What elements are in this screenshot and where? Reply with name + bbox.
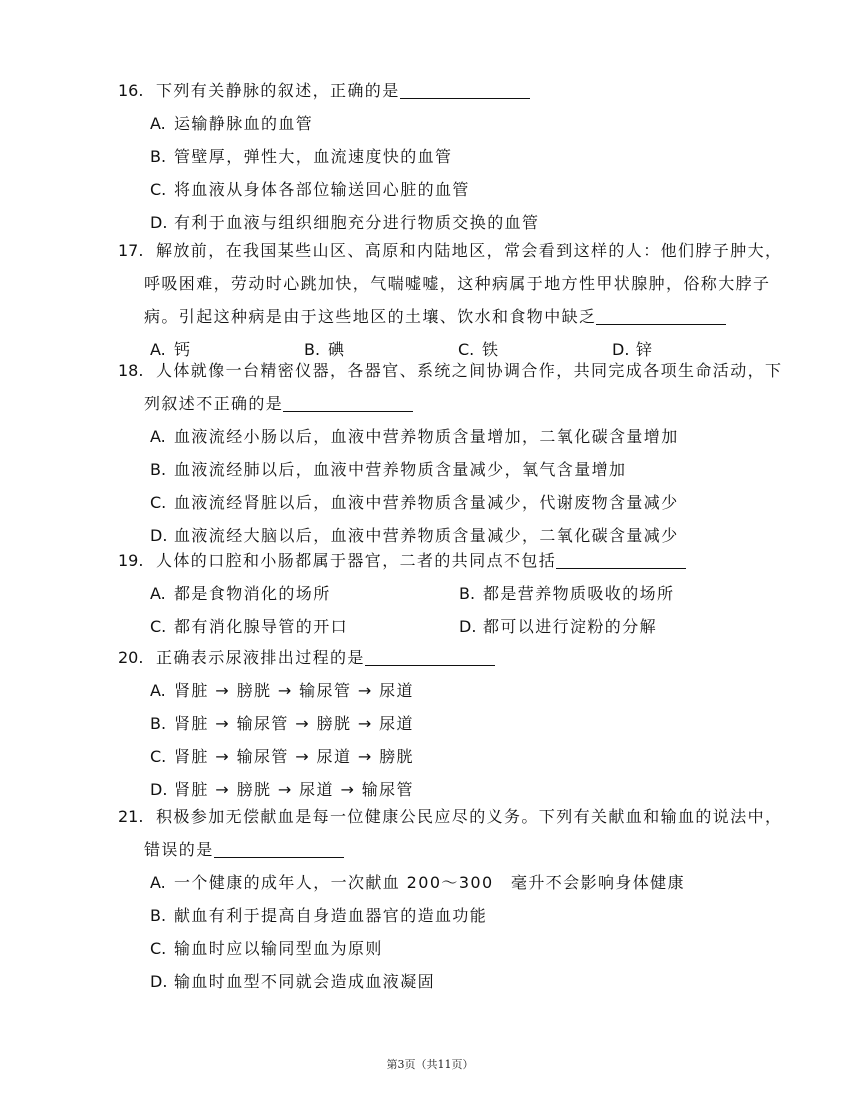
option-b <box>459 577 768 610</box>
option-text: 肾脏 → 输尿管 → 尿道 → 膀胱 <box>174 747 414 766</box>
option-letter: D. <box>150 213 168 232</box>
question-text: 列叙述不正确的是 <box>144 394 284 413</box>
option-row <box>150 674 768 707</box>
answer-blank <box>283 393 413 412</box>
question-20 <box>118 641 768 806</box>
option-letter: D. <box>612 340 630 359</box>
question-text: 错误的是 <box>144 840 214 859</box>
option-text: 钙 <box>174 340 192 359</box>
option-a <box>150 866 685 899</box>
option-text: 都是食物消化的场所 <box>174 584 331 603</box>
option-text: 都可以进行淀粉的分解 <box>483 617 658 636</box>
question-text: 解放前，在我国某些山区、高原和内陆地区，常会看到这样的人：他们脖子肿大， <box>156 241 783 260</box>
question-stem-continued <box>118 300 768 333</box>
answer-blank <box>400 80 530 99</box>
option-row <box>150 107 768 140</box>
option-letter: B. <box>304 340 321 359</box>
answer-blank <box>214 839 344 858</box>
option-row <box>150 899 768 932</box>
option-text: 献血有利于提高自身造血器官的造血功能 <box>174 906 488 925</box>
question-number: 18. <box>118 361 144 380</box>
option-c <box>150 610 459 643</box>
question-text: 病。引起这种病是由于这些地区的土壤、饮水和食物中缺乏 <box>144 307 597 326</box>
options <box>118 420 768 552</box>
question-text: 积极参加无偿献血是每一位健康公民应尽的义务。下列有关献血和输血的说法中， <box>156 807 783 826</box>
question-number: 21. <box>118 807 144 826</box>
option-text: 碘 <box>328 340 346 359</box>
option-text: 血液流经肺以后，血液中营养物质含量减少，氧气含量增加 <box>174 460 627 479</box>
question-text: 人体就像一台精密仪器，各器官、系统之间协调合作，共同完成各项生命活动，下 <box>156 361 783 380</box>
question-stem <box>118 234 783 267</box>
option-b <box>150 707 414 740</box>
option-letter: A. <box>150 873 166 892</box>
option-text: 输血时血型不同就会造成血液凝固 <box>174 972 436 991</box>
option-text: 管壁厚，弹性大，血流速度快的血管 <box>174 147 453 166</box>
answer-blank <box>365 647 495 666</box>
option-letter: C. <box>150 493 167 512</box>
question-number: 17. <box>118 241 144 260</box>
option-letter: A. <box>150 340 166 359</box>
options <box>118 866 768 998</box>
page-footer: 第3页（共11页） <box>386 1058 474 1071</box>
question-stem <box>118 544 768 577</box>
option-row <box>150 173 768 206</box>
question-number: 19. <box>118 551 144 570</box>
option-letter: A. <box>150 584 166 603</box>
question-stem <box>118 74 768 107</box>
option-letter: B. <box>459 584 476 603</box>
answer-blank <box>556 550 686 569</box>
option-b <box>150 140 452 173</box>
option-letter: A. <box>150 681 166 700</box>
option-row <box>150 453 768 486</box>
option-c <box>150 173 470 206</box>
question-19 <box>118 544 768 643</box>
question-text: 正确表示尿液排出过程的是 <box>156 648 365 667</box>
option-a <box>150 577 459 610</box>
option-letter: D. <box>150 972 168 991</box>
question-number: 20. <box>118 648 144 667</box>
question-16 <box>118 74 768 239</box>
option-b <box>150 899 487 932</box>
option-text: 都有消化腺导管的开口 <box>174 617 349 636</box>
question-18 <box>118 354 783 552</box>
option-text: 都是营养物质吸收的场所 <box>483 584 675 603</box>
option-letter: A. <box>150 427 166 446</box>
option-text: 将血液从身体各部位输送回心脏的血管 <box>174 180 470 199</box>
question-text: 人体的口腔和小肠都属于器官，二者的共同点不包括 <box>156 551 557 570</box>
option-row <box>150 610 768 643</box>
question-stem-continued <box>118 267 771 300</box>
option-text: 血液流经小肠以后，血液中营养物质含量增加，二氧化碳含量增加 <box>174 427 679 446</box>
question-stem-continued <box>118 387 768 420</box>
option-letter: B. <box>150 714 167 733</box>
option-row <box>150 486 768 519</box>
option-row <box>150 932 768 965</box>
question-17 <box>118 234 783 366</box>
options <box>118 674 768 806</box>
option-letter: B. <box>150 906 167 925</box>
option-d <box>150 965 435 998</box>
option-text: 有利于血液与组织细胞充分进行物质交换的血管 <box>174 213 540 232</box>
question-21 <box>118 800 783 998</box>
option-a <box>150 674 414 707</box>
option-a <box>150 420 679 453</box>
option-row <box>150 707 768 740</box>
option-text: 血液流经肾脏以后，血液中营养物质含量减少，代谢废物含量减少 <box>174 493 679 512</box>
options <box>118 107 768 239</box>
option-row <box>150 140 768 173</box>
option-letter: C. <box>458 340 475 359</box>
answer-blank <box>596 306 726 325</box>
options <box>118 577 768 643</box>
option-c <box>150 932 383 965</box>
option-letter: B. <box>150 460 167 479</box>
option-text: 肾脏 → 输尿管 → 膀胱 → 尿道 <box>174 714 414 733</box>
option-letter: C. <box>150 747 167 766</box>
option-letter: D. <box>459 617 477 636</box>
option-letter: B. <box>150 147 167 166</box>
question-stem <box>118 800 783 833</box>
option-text: 一个健康的成年人，一次献血 200～300 毫升不会影响身体健康 <box>174 873 685 892</box>
question-text: 呼吸困难，劳动时心跳加快，气喘嘘嘘，这种病属于地方性甲状腺肿，俗称大脖子 <box>144 274 771 293</box>
option-row <box>150 740 768 773</box>
option-letter: C. <box>150 939 167 958</box>
option-c <box>150 486 679 519</box>
option-letter: C. <box>150 180 167 199</box>
question-stem <box>118 354 783 387</box>
option-a <box>150 107 313 140</box>
option-row <box>150 577 768 610</box>
option-d <box>459 610 768 643</box>
option-text: 血液流经大脑以后，血液中营养物质含量减少，二氧化碳含量减少 <box>174 526 679 545</box>
option-letter: D. <box>150 526 168 545</box>
option-text: 运输静脉血的血管 <box>174 114 314 133</box>
option-letter: D. <box>150 780 168 799</box>
option-text: 锌 <box>636 340 654 359</box>
option-row <box>150 965 768 998</box>
option-row <box>150 420 768 453</box>
option-letter: A. <box>150 114 166 133</box>
question-text: 下列有关静脉的叙述，正确的是 <box>156 81 400 100</box>
option-text: 肾脏 → 膀胱 → 尿道 → 输尿管 <box>174 780 414 799</box>
question-stem-continued <box>118 833 768 866</box>
option-row <box>150 866 768 899</box>
option-c <box>150 740 414 773</box>
option-text: 肾脏 → 膀胱 → 输尿管 → 尿道 <box>174 681 414 700</box>
option-text: 输血时应以输同型血为原则 <box>174 939 383 958</box>
question-stem <box>118 641 768 674</box>
option-text: 铁 <box>482 340 500 359</box>
option-letter: C. <box>150 617 167 636</box>
question-number: 16. <box>118 81 144 100</box>
option-b <box>150 453 626 486</box>
